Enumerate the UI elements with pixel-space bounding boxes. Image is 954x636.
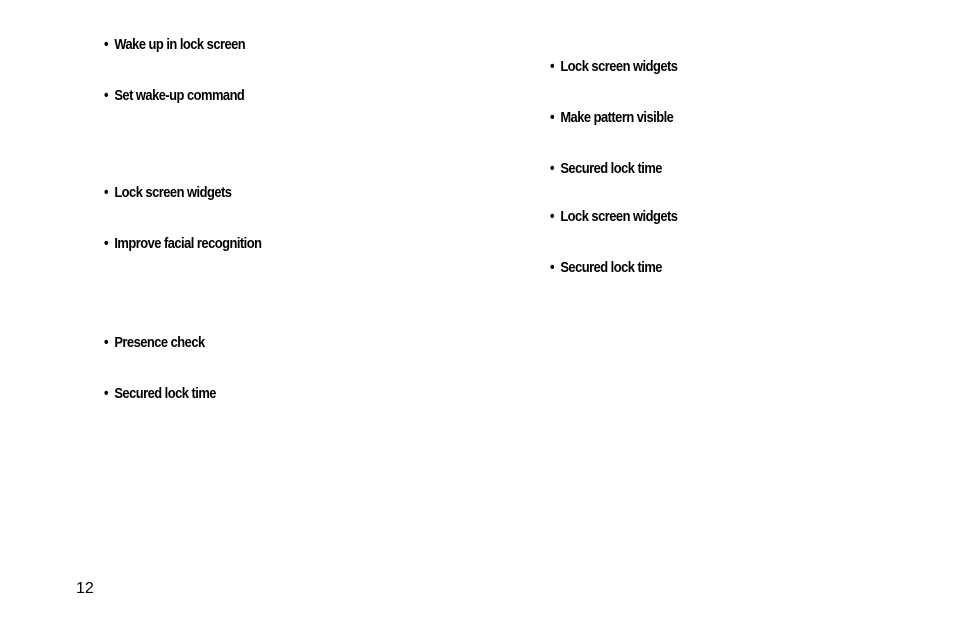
list-item-label: Presence check (114, 334, 205, 351)
list-item (104, 184, 231, 202)
list-item-label: Secured lock time (560, 160, 662, 177)
list-item (550, 259, 662, 277)
bullet-icon: • (550, 109, 555, 126)
list-item (550, 208, 677, 226)
list-item (104, 385, 216, 403)
list-item (104, 36, 245, 54)
list-item (104, 87, 244, 105)
list-item-label: Wake up in lock screen (114, 36, 246, 53)
list-item-label: Lock screen widgets (560, 208, 678, 225)
bullet-icon: • (104, 184, 109, 201)
list-item (104, 334, 205, 352)
bullet-icon: • (550, 160, 555, 177)
list-item-label: Secured lock time (560, 259, 662, 276)
page-number: 12 (76, 580, 94, 597)
bullet-icon: • (550, 208, 555, 225)
list-item-label: Set wake-up command (114, 87, 245, 104)
list-item (550, 160, 662, 178)
list-item-label: Lock screen widgets (560, 58, 678, 75)
list-item-label: Lock screen widgets (114, 184, 232, 201)
bullet-icon: • (104, 235, 109, 252)
bullet-icon: • (104, 36, 109, 53)
bullet-icon: • (550, 58, 555, 75)
list-item (550, 58, 677, 76)
bullet-icon: • (104, 87, 109, 104)
list-item (550, 109, 673, 127)
bullet-icon: • (550, 259, 555, 276)
list-item-label: Secured lock time (114, 385, 216, 402)
list-item (104, 235, 261, 253)
list-item-label: Improve facial recognition (114, 235, 262, 252)
bullet-icon: • (104, 334, 109, 351)
bullet-icon: • (104, 385, 109, 402)
list-item-label: Make pattern visible (560, 109, 674, 126)
